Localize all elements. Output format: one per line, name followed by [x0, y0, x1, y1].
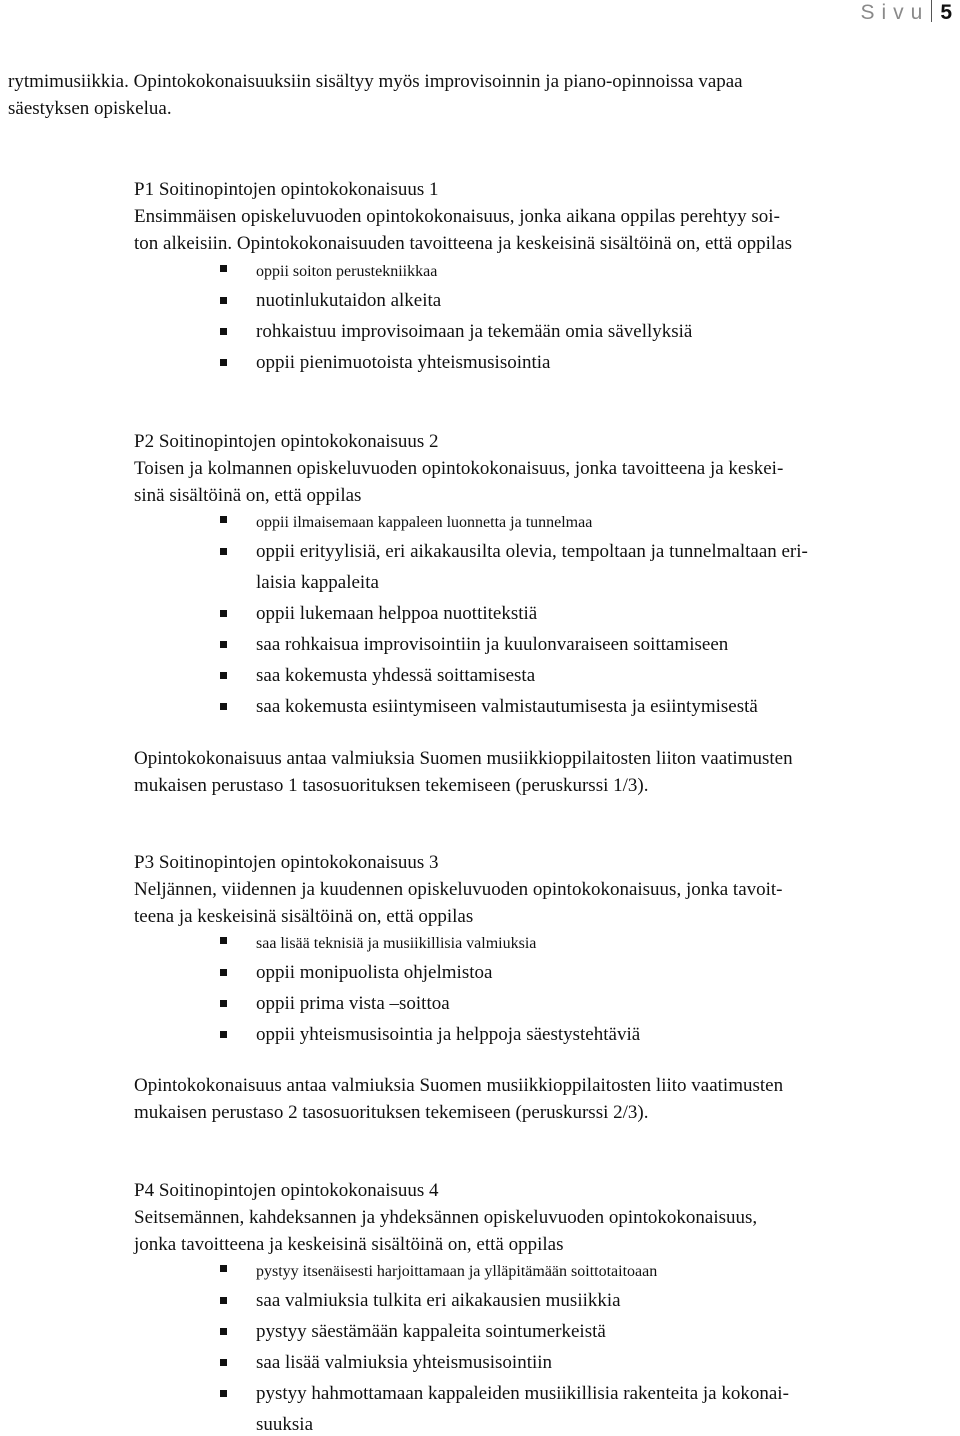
bullet-icon: [220, 969, 227, 976]
p4-item-4: saa lisää valmiuksia yhteismusisointiin: [256, 1352, 553, 1373]
p3-summary-1: Opintokokonaisuus antaa valmiuksia Suomen musiikkioppilaitosten liito vaatimusten: [134, 1075, 784, 1096]
p3-line-2: teena ja keskeisinä sisältöinä on, että oppilas: [134, 906, 474, 927]
p4-item-2: saa valmiuksia tulkita eri aikakausien musiikkia: [256, 1290, 621, 1311]
bullet-icon: [220, 516, 227, 523]
p1-item-4: oppii pienimuotoista yhteismusisointia: [256, 352, 551, 373]
p2-item-2: oppii erityylisiä, eri aikakausilta olevia, tempoltaan ja tunnelmaltaan eri-: [256, 541, 808, 562]
p4-item-5: pystyy hahmottamaan kappaleiden musiikillisia rakenteita ja kokonai-: [256, 1383, 789, 1404]
p4-item-5-cont: suuksia: [256, 1414, 313, 1435]
p2-item-3: oppii lukemaan helppoa nuottitekstiä: [256, 603, 538, 624]
p2-item-4: saa rohkaisua improvisointiin ja kuulonvaraiseen soittamiseen: [256, 634, 729, 655]
bullet-icon: [220, 937, 227, 944]
page-number: 5: [940, 1, 952, 24]
page-label: Sivu: [860, 1, 930, 24]
p4-line-1: Seitsemännen, kahdeksannen ja yhdeksännen opiskeluvuoden opintokokonaisuus,: [134, 1207, 758, 1228]
p3-summary-2: mukaisen perustaso 2 tasosuorituksen tekemiseen (peruskurssi 2/3).: [134, 1102, 649, 1123]
bullet-icon: [220, 1031, 227, 1038]
p1-line-1: Ensimmäisen opiskeluvuoden opintokokonaisuus, jonka aikana oppilas perehtyy soi-: [134, 206, 780, 227]
bullet-icon: [220, 265, 227, 272]
bullet-icon: [220, 672, 227, 679]
bullet-icon: [220, 1297, 227, 1304]
p2-line-1: Toisen ja kolmannen opiskeluvuoden opintokokonaisuus, jonka tavoitteena ja keskei-: [134, 458, 784, 479]
bullet-icon: [220, 297, 227, 304]
p3-item-2: oppii monipuolista ohjelmistoa: [256, 962, 493, 983]
bullet-icon: [220, 1328, 227, 1335]
p2-line-2: sinä sisältöinä on, että oppilas: [134, 485, 362, 506]
header-divider: [931, 0, 932, 22]
p3-line-1: Neljännen, viidennen ja kuudennen opiskeluvuoden opintokokonaisuus, jonka tavoit-: [134, 879, 783, 900]
p3-item-4: oppii yhteismusisointia ja helppoja säestystehtäviä: [256, 1024, 641, 1045]
p2-item-1: oppii ilmaisemaan kappaleen luonnetta ja tunnelmaa: [256, 514, 593, 531]
p2-item-5: saa kokemusta yhdessä soittamisesta: [256, 665, 536, 686]
p1-item-2: nuotinlukutaidon alkeita: [256, 290, 442, 311]
bullet-icon: [220, 1265, 227, 1272]
p3-heading: P3 Soitinopintojen opintokokonaisuus 3: [134, 852, 439, 873]
bullet-icon: [220, 1359, 227, 1366]
intro-line-1: rytmimusiikkia. Opintokokonaisuuksiin sisältyy myös improvisoinnin ja piano-opinnoissa vapaa: [8, 71, 743, 92]
bullet-icon: [220, 359, 227, 366]
p1-heading: P1 Soitinopintojen opintokokonaisuus 1: [134, 179, 439, 200]
bullet-icon: [220, 328, 227, 335]
p1-item-3: rohkaistuu improvisoimaan ja tekemään omia sävellyksiä: [256, 321, 693, 342]
p4-line-2: jonka tavoitteena ja keskeisinä sisältöinä on, että oppilas: [134, 1234, 564, 1255]
bullet-icon: [220, 641, 227, 648]
p2-heading: P2 Soitinopintojen opintokokonaisuus 2: [134, 431, 439, 452]
p1-line-2: ton alkeisiin. Opintokokonaisuuden tavoitteena ja keskeisinä sisältöinä on, että oppilas: [134, 233, 793, 254]
bullet-icon: [220, 1000, 227, 1007]
bullet-icon: [220, 1390, 227, 1397]
intro-line-2: säestyksen opiskelua.: [8, 98, 172, 119]
p3-item-1: saa lisää teknisiä ja musiikillisia valmiuksia: [256, 935, 537, 952]
p1-item-1: oppii soiton perustekniikkaa: [256, 263, 438, 280]
p2-item-6: saa kokemusta esiintymiseen valmistautumisesta ja esiintymisestä: [256, 696, 758, 717]
p4-item-3: pystyy säestämään kappaleita sointumerkeistä: [256, 1321, 606, 1342]
p2-summary-1: Opintokokonaisuus antaa valmiuksia Suomen musiikkioppilaitosten liiton vaatimusten: [134, 748, 793, 769]
bullet-icon: [220, 703, 227, 710]
p2-summary-2: mukaisen perustaso 1 tasosuorituksen tekemiseen (peruskurssi 1/3).: [134, 775, 649, 796]
p4-heading: P4 Soitinopintojen opintokokonaisuus 4: [134, 1180, 439, 1201]
bullet-icon: [220, 610, 227, 617]
page-header: [860, 0, 952, 26]
p4-item-1: pystyy itsenäisesti harjoittamaan ja ylläpitämään soittotaitoaan: [256, 1263, 658, 1280]
p3-item-3: oppii prima vista –soittoa: [256, 993, 450, 1014]
bullet-icon: [220, 548, 227, 555]
p2-item-2-cont: laisia kappaleita: [256, 572, 379, 593]
